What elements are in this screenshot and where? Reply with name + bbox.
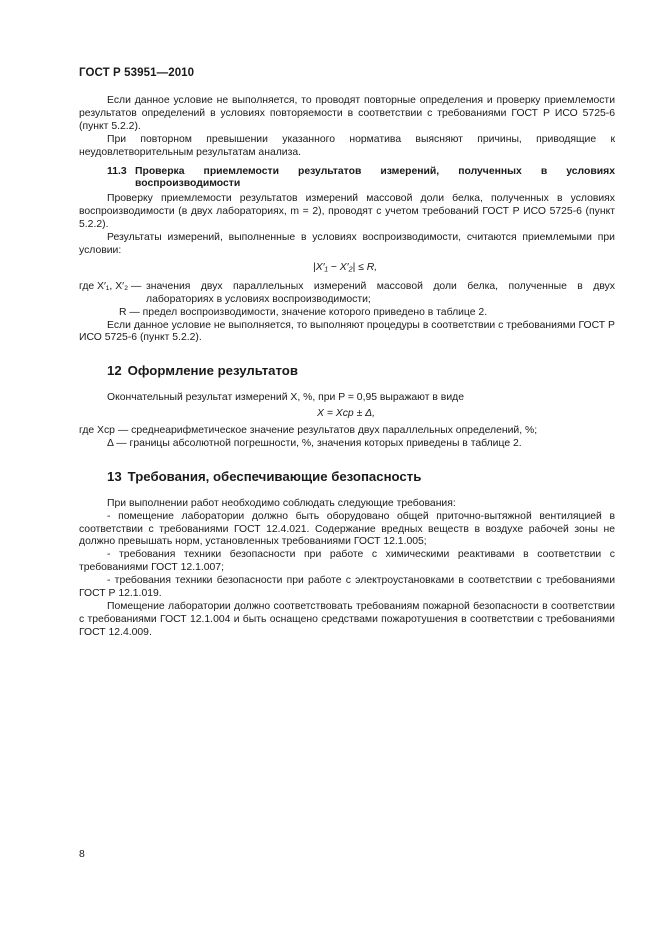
paragraph: Помещение лаборатории должно соответствовать требованиям пожарной безопасности в соответствии с требованиями ГОСТ 12.1.004 и быть оснащено средствами пожаротушения в соответствии с требованиями ГОСТ 12.4.009.	[79, 601, 615, 638]
subsection-heading-11-3	[107, 166, 615, 192]
section-heading-13	[107, 468, 615, 484]
paragraph: Если данное условие не выполняется, то выполняют процедуры в соответствии с требованиями ГОСТ Р ИСО 5725-6 (пункт 5.2.2).	[79, 319, 615, 344]
list-item: - требования техники безопасности при работе с химическими реактивами в соответствии с требованиями ГОСТ 12.1.007;	[79, 549, 615, 574]
paragraph: Результаты измерений, выполненные в условиях воспроизводимости, считаются приемлемыми при условии:	[79, 232, 615, 256]
page-number: 8	[79, 849, 85, 860]
formula-result: X = Xср ± Δ,	[317, 408, 376, 420]
list-item: - помещение лаборатории должно быть оборудовано общей приточно-вытяжной вентиляцией в соответствии с требованиями ГОСТ 12.4.021. Содержание вредных веществ в воздухе рабочей зоны не должно превышать норм, установленных требованиями ГОСТ 12.1.005;	[79, 510, 615, 548]
section-heading-12	[107, 365, 615, 378]
document-header: ГОСТ Р 53951—2010	[79, 67, 195, 79]
section-title: Оформление результатов	[127, 363, 298, 379]
paragraph: Если данное условие не выполняется, то проводят повторные определения и проверку приемлемости результатов определений в условиях повторяемости в соответствии с требованиями ГОСТ Р ИСО 5725-6 (пункт 5.2.2).	[79, 95, 615, 132]
legend-text: значения двух параллельных измерений массовой доли белка, полученные в двух лабораториях в условиях воспроизводимости;	[146, 280, 615, 305]
list-item: - требования техники безопасности при работе с электроустановками в соответствии с требованиями ГОСТ Р 12.1.019.	[79, 575, 615, 600]
document-body	[79, 95, 615, 640]
subsection-title: Проверка приемлемости результатов измерений, полученных в условиях воспроизводимости	[135, 165, 615, 190]
paragraph: Проверку приемлемости результатов измерений массовой доли белка, полученных в условиях воспроизводимости (в двух лабораториях, m = 2), проводят с учетом требований ГОСТ Р ИСО 5725-6 (пункт 5.2.2).	[79, 193, 615, 231]
section-title: Требования, обеспечивающие безопасность	[127, 468, 422, 484]
formula-legend: R — предел воспроизводимости, значение которого приведено в таблице 2.	[119, 306, 488, 318]
formula-reproducibility: |X′₁ − X′₂| ≤ R,	[313, 261, 378, 273]
section-number: 12	[107, 363, 122, 379]
formula-legend	[79, 281, 615, 307]
legend-symbols: где X′₁, X′₂ —	[79, 280, 142, 292]
paragraph: Окончательный результат измерений X, %, при P = 0,95 выражают в виде	[107, 392, 464, 404]
formula-legend: Δ — границы абсолютной погрешности, %, значения которых приведены в таблице 2.	[107, 437, 522, 449]
paragraph: При выполнении работ необходимо соблюдать следующие требования:	[107, 497, 456, 509]
formula-legend: где Xср — среднеарифметическое значение результатов двух параллельных определений, %;	[79, 425, 538, 437]
section-number: 13	[107, 468, 122, 484]
subsection-number: 11.3	[107, 165, 127, 177]
paragraph: При повторном превышении указанного норматива выясняют причины, приводящие к неудовлетворительным результатам анализа.	[79, 133, 615, 158]
